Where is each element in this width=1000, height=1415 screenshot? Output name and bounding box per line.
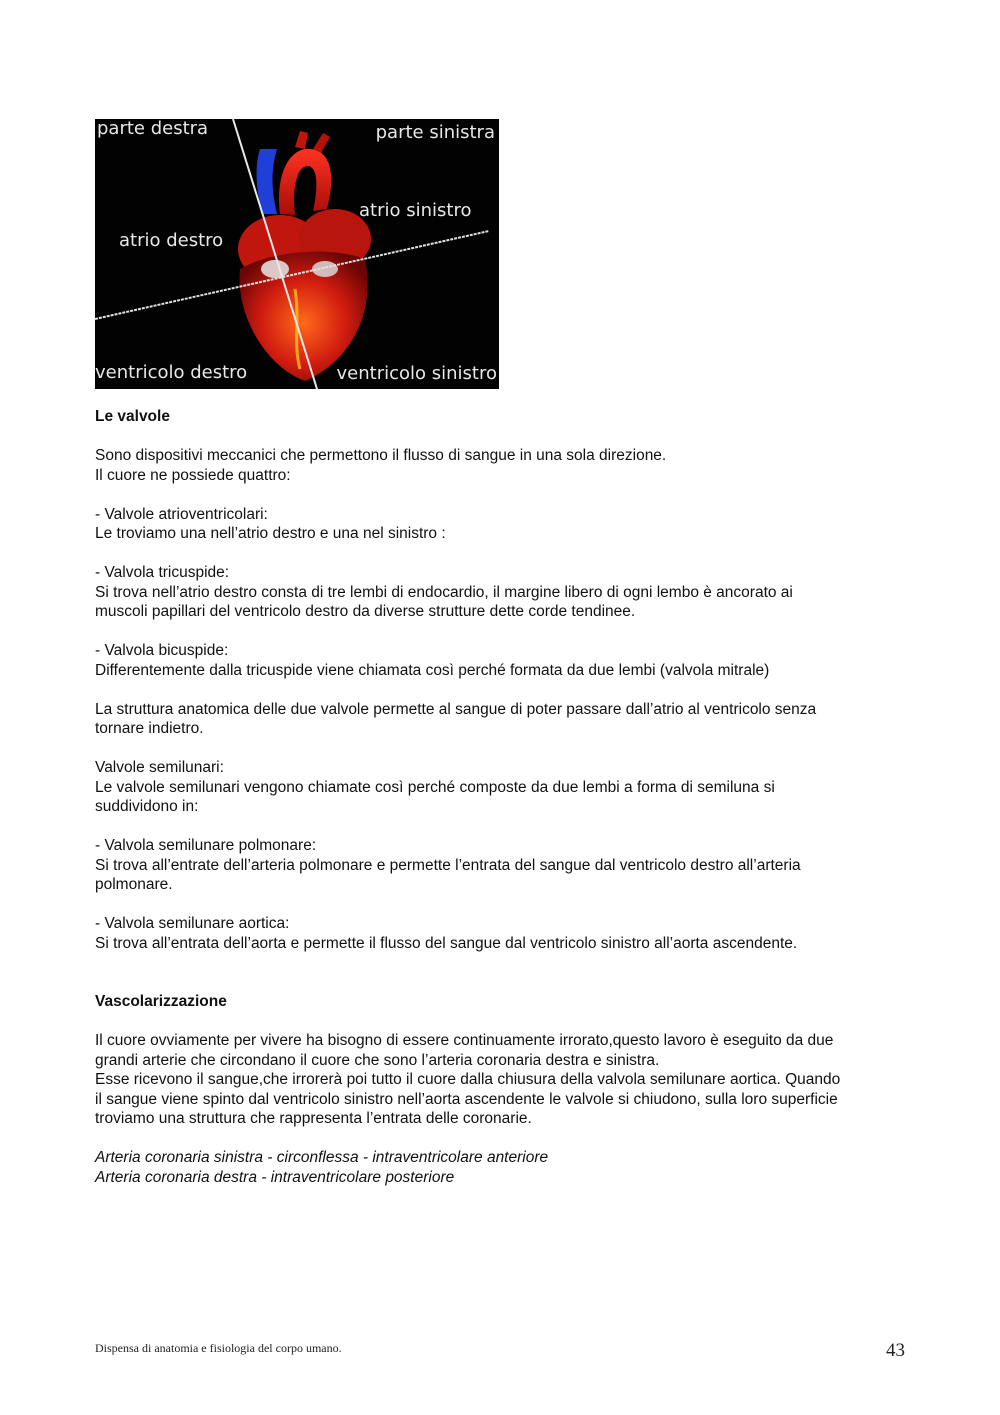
text-line: il sangue viene spinto dal ventricolo sinistro nell’aorta ascendente le valvole si chiudono, sulla loro superficie: [95, 1090, 838, 1108]
paragraph-arterie-coronarie: [95, 1148, 915, 1187]
paragraph-semilunari: [95, 758, 915, 817]
paragraph-struttura: [95, 700, 915, 739]
heart-diagram-image: [95, 119, 499, 389]
text-line: Le troviamo una nell’atrio destro e una nel sinistro :: [95, 525, 446, 542]
label-ventricolo-destro: ventricolo destro: [95, 362, 248, 383]
text-line: Esse ricevono il sangue,che irrorerà poi tutto il cuore dalla chiusura della valvola semilunare aortica. Quando: [95, 1071, 841, 1088]
paragraph-intro: [95, 446, 915, 485]
text-line: - Valvola semilunare polmonare:: [95, 837, 317, 854]
text-line: - Valvole atrioventricolari:: [95, 505, 268, 523]
text-line: La struttura anatomica delle due valvole permette al sangue di poter passare dall’atrio al ventricolo senza: [95, 700, 817, 718]
paragraph-vascolarizzazione: [95, 1031, 915, 1129]
text-line: Si trova all’entrata dell’aorta e permette il flusso del sangue dal ventricolo sinistro all’aorta ascendente.: [95, 934, 798, 952]
heading-vascolarizzazione: Vascolarizzazione: [95, 993, 227, 1010]
text-line: Valvole semilunari:: [95, 759, 224, 776]
label-atrio-destro: atrio destro: [119, 230, 224, 251]
text-line: troviamo una struttura che rappresenta l’entrata delle coronarie.: [95, 1110, 532, 1127]
text-line: Si trova nell’atrio destro consta di tre lembi di endocardio, il margine libero di ogni lembo è ancorato ai: [95, 583, 793, 601]
text-line: grandi arterie che circondano il cuore che sono l’arteria coronaria destra e sinistra.: [95, 1051, 660, 1069]
text-line: muscoli papillari del ventricolo destro da diverse strutture dette corde tendinee.: [95, 603, 636, 620]
text-line: Le valvole semilunari vengono chiamate così perché composte da due lembi a forma di semiluna si: [95, 778, 775, 796]
text-line: Differentemente dalla tricuspide viene chiamata così perché formata da due lembi (valvola mitrale): [95, 661, 770, 679]
text-line: Il cuore ovviamente per vivere ha bisogno di essere continuamente irrorato,questo lavoro è eseguito da due: [95, 1032, 834, 1049]
label-parte-destra: parte destra: [97, 119, 209, 139]
text-line: Sono dispositivi meccanici che permettono il flusso di sangue in una sola direzione.: [95, 447, 667, 464]
text-line: suddividono in:: [95, 798, 199, 815]
page-number: 43: [886, 1340, 905, 1361]
text-line: - Valvola bicuspide:: [95, 642, 229, 659]
text-line: - Valvola semilunare aortica:: [95, 915, 290, 932]
text-line: tornare indietro.: [95, 720, 204, 737]
paragraph-bicuspide: [95, 641, 915, 680]
text-line: Arteria coronaria sinistra - circonflessa - intraventricolare anteriore: [95, 1149, 549, 1166]
paragraph-atrioventricolari: [95, 505, 915, 544]
paragraph-polmonare: [95, 836, 915, 895]
label-atrio-sinistro: atrio sinistro: [359, 200, 472, 221]
text-line: polmonare.: [95, 876, 173, 893]
document-body: [95, 407, 915, 1207]
text-line: Il cuore ne possiede quattro:: [95, 466, 291, 484]
text-line: Arteria coronaria destra - intraventricolare posteriore: [95, 1168, 455, 1186]
text-line: - Valvola tricuspide:: [95, 564, 230, 581]
paragraph-tricuspide: [95, 563, 915, 622]
label-ventricolo-sinistro: ventricolo sinistro: [336, 363, 497, 384]
paragraph-aortica: [95, 914, 915, 953]
heart-illustration: [95, 119, 499, 389]
heading-le-valvole: Le valvole: [95, 408, 170, 425]
footer-title: Dispensa di anatomia e fisiologia del corpo umano.: [95, 1341, 342, 1355]
label-parte-sinistra: parte sinistra: [375, 122, 495, 143]
text-line: Si trova all’entrate dell’arteria polmonare e permette l’entrata del sangue dal ventricolo destro all’arteria: [95, 856, 801, 874]
